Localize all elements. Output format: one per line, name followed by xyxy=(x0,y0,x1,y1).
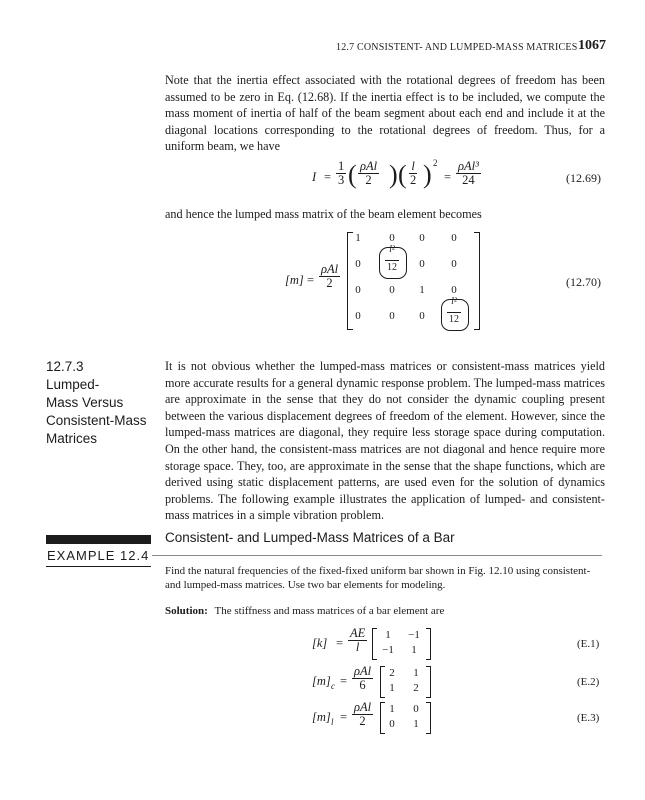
eq-equals: = xyxy=(336,636,344,650)
matrix-twelve: 12 xyxy=(449,314,459,325)
matrix-twelve: 12 xyxy=(387,262,397,273)
example-problem: Find the natural frequencies of the fixed-fixed uniform bar shown in Fig. 12.10 using consistent- and lumped-mass matrices. Use two bar elements for modeling. xyxy=(165,565,591,591)
equation-e1 xyxy=(312,626,452,660)
equation-e2 xyxy=(312,664,452,698)
matrix-cell: 0 xyxy=(419,232,425,244)
equation-number-e3: (E.3) xyxy=(577,712,600,724)
matrix-cell: 0 xyxy=(389,310,395,322)
matrix-cell: 2 xyxy=(389,667,395,679)
equation-number-12-69: (12.69) xyxy=(566,171,601,185)
running-header: 12.7 CONSISTENT- AND LUMPED-MASS MATRICES xyxy=(336,42,578,53)
matrix-cell: 0 xyxy=(389,232,395,244)
matrix-cell: 0 xyxy=(451,284,457,296)
example-bar xyxy=(46,535,151,544)
matrix-cell: −1 xyxy=(408,629,420,641)
fraction-bar xyxy=(447,312,461,313)
equation-number-e1: (E.1) xyxy=(577,638,600,650)
matrix-cell: 0 xyxy=(355,258,361,270)
matrix-l-squared: l² xyxy=(451,296,457,307)
eq-equals: = xyxy=(340,674,348,688)
matrix-l-squared: l² xyxy=(389,244,395,255)
matrix-cell: 0 xyxy=(451,232,457,244)
section-number: 12.7.3 xyxy=(46,359,84,374)
example-solution xyxy=(165,604,605,618)
example-rule-right xyxy=(152,555,602,556)
matrix-bracket-right xyxy=(426,702,431,734)
fraction-AE-over-l: $\frac{AE}{l}$ xyxy=(350,626,366,654)
equation-number-12-70: (12.70) xyxy=(566,275,601,289)
fraction-rhoAl-over-2: ρAl 2 xyxy=(354,700,372,728)
matrix-cell: 0 xyxy=(389,718,395,730)
matrix-cell: 0 xyxy=(419,258,425,270)
exponent-2: 2 xyxy=(433,158,438,168)
paren-close: ) xyxy=(389,160,398,189)
paren-close-2: ) xyxy=(423,160,432,189)
eq-equals-2: = xyxy=(444,170,452,184)
matrix-cell: 1 xyxy=(389,703,395,715)
matrix-bracket-left xyxy=(372,628,377,660)
example-label: EXAMPLE 12.4 xyxy=(47,548,150,563)
fraction-bar xyxy=(385,260,399,261)
eq-lhs-m: [m] xyxy=(285,273,304,287)
eq-equals: = xyxy=(340,710,348,724)
solution-label: Solution: xyxy=(165,605,208,617)
equation-number-e2: (E.2) xyxy=(577,676,600,688)
eq-equals: = xyxy=(324,170,332,184)
fraction-rhoAl-over-2: ρAl 2 xyxy=(321,262,339,290)
solution-text: The stiffness and mass matrices of a bar element are xyxy=(214,605,445,617)
example-rule-left xyxy=(46,566,151,567)
eq-lhs-m: [m] xyxy=(312,674,331,688)
eq-subscript-c: c xyxy=(331,681,335,691)
section-heading-12-7-3 xyxy=(46,358,158,448)
paragraph-comparison: It is not obvious whether the lumped-mass matrices or consistent-mass matrices yield more accurate results for a general dynamic response problem. The lumped-mass matrices are approximate in the sense that they do not consider the dynamic coupling present between the various displacement degrees of freedom of the element. However, since the lumped-mass matrices are diagonal, they require less storage space during computation. On the other hand, the consistent-mass matrices are not diagonal and hence require more storage space. They, too, are approximate in the sense that the shape functions, which are derived using static displacement patterns, are used even for the solution of dynamics problems. The following example illustrates the application of lumped- and consistent-mass matrices in a simple vibration problem. xyxy=(165,359,605,523)
matrix-cell: 0 xyxy=(419,310,425,322)
section-title-line: Mass Versus xyxy=(46,395,124,410)
equation-12-70 xyxy=(285,230,495,332)
matrix-cell: 1 xyxy=(413,667,419,679)
fraction-one-third: $\frac{1}{3}$ xyxy=(338,159,345,187)
matrix-cell: 1 xyxy=(385,629,391,641)
fraction-l-over-2: $\frac{l}{2}$ xyxy=(410,159,417,187)
eq-lhs-m: [m] xyxy=(312,710,331,724)
matrix-cell: 0 xyxy=(413,703,419,715)
matrix-cell: 0 xyxy=(451,258,457,270)
paren-open-2: ( xyxy=(398,160,407,189)
matrix-cell: −1 xyxy=(382,644,394,656)
eq-subscript-l: l xyxy=(331,717,334,727)
paren-open: ( xyxy=(348,160,357,189)
matrix-cell: 0 xyxy=(355,310,361,322)
matrix-bracket-right xyxy=(474,232,480,330)
eq-lhs-I: I xyxy=(312,170,317,184)
eq-lhs-k: [k] xyxy=(312,636,328,650)
matrix-cell: 1 xyxy=(413,718,419,730)
section-title-line: Matrices xyxy=(46,431,98,446)
eq-equals: = xyxy=(307,273,315,287)
matrix-cell: 1 xyxy=(355,232,361,244)
matrix-cell: 0 xyxy=(389,284,395,296)
matrix-cell: 1 xyxy=(419,284,425,296)
fraction-rhoAl-over-2: ρAl 2 xyxy=(360,159,378,187)
equation-e3 xyxy=(312,700,452,734)
equation-12-69 xyxy=(312,158,512,198)
section-title-line: Consistent-Mass xyxy=(46,413,147,428)
matrix-bracket-right xyxy=(426,666,431,698)
page-number: 1067 xyxy=(578,38,606,53)
example-title: Consistent- and Lumped-Mass Matrices of a Bar xyxy=(165,530,455,545)
fraction-rhoAl-over-6: ρAl 6 xyxy=(354,664,372,692)
section-title-line: Lumped- xyxy=(46,377,100,392)
matrix-cell: 1 xyxy=(411,644,417,656)
paragraph-intro: Note that the inertia effect associated with the rotational degrees of freedom has been assumed to be zero in Eq. (12.68). If the inertia effect is to be included, we compute the mass moment of inertia of half of the beam segment about each end and include it at the diagonal locations corresponding to the rotational degrees of freedom. Thus, for a uniform beam, we have xyxy=(165,73,605,154)
matrix-bracket-right xyxy=(426,628,431,660)
matrix-cell: 0 xyxy=(355,284,361,296)
paragraph-lumped-intro: and hence the lumped mass matrix of the beam element becomes xyxy=(165,207,482,221)
matrix-cell: 1 xyxy=(389,682,395,694)
matrix-cell: 2 xyxy=(413,682,419,694)
fraction-rhoAl3-over-24: ρAl³ 24 xyxy=(458,159,479,187)
